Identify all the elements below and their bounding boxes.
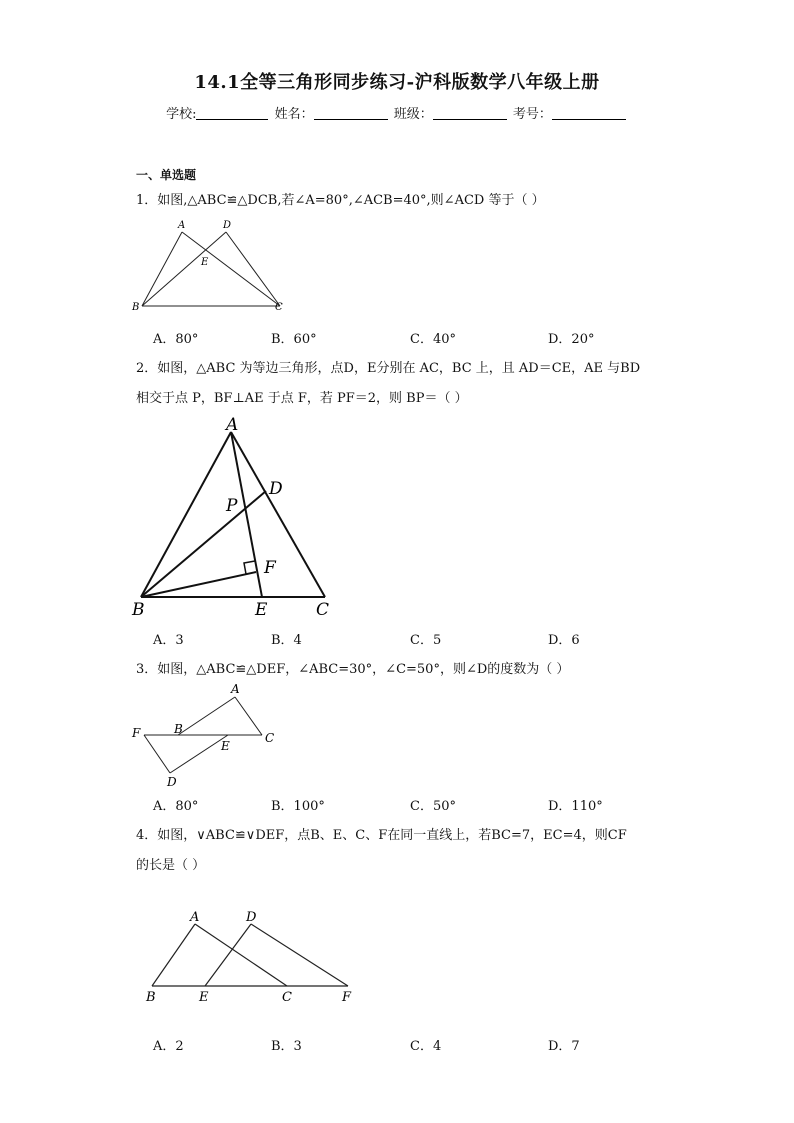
question-1-option-b[interactable]: B．60° <box>271 332 317 347</box>
number-label: 考号： <box>512 107 552 122</box>
q3-label-c: C <box>265 731 275 745</box>
q4-label-e: E <box>199 990 209 1005</box>
q3-label-b: B <box>174 722 183 736</box>
question-1-stem: 1．如图,△ABC≌△DCB,若∠A=80°,∠ACB=40°,则∠ACD 等于（ ） <box>136 193 545 208</box>
class-blank[interactable] <box>433 107 507 120</box>
question-4-option-b[interactable]: B．3 <box>271 1039 302 1054</box>
question-4-option-a[interactable]: A．2 <box>153 1039 184 1054</box>
question-3-option-c[interactable]: C．50° <box>410 799 456 814</box>
name-label: 姓名： <box>274 107 314 122</box>
q2-label-b: B <box>132 600 145 619</box>
name-blank[interactable] <box>314 107 388 120</box>
q3-label-f: F <box>132 726 141 740</box>
question-1-option-c[interactable]: C．40° <box>410 332 456 347</box>
question-4-stem-line-2: 的长是（ ） <box>136 858 206 873</box>
q2-label-e: E <box>255 600 268 619</box>
section-heading: 一、单选题 <box>136 168 197 182</box>
question-3-option-b[interactable]: B．100° <box>271 799 325 814</box>
q2-label-p: P <box>226 496 238 516</box>
question-2-figure <box>128 414 348 619</box>
question-2-option-d[interactable]: D．6 <box>548 633 580 648</box>
question-4-option-c[interactable]: C．4 <box>410 1039 442 1054</box>
q2-label-c: C <box>316 600 330 619</box>
question-3-stem: 3．如图，△ABC≌△DEF，∠ABC=30°，∠C=50°，则∠D的度数为（ ） <box>136 662 570 677</box>
q2-label-f: F <box>264 558 276 578</box>
q3-label-d: D <box>167 775 177 789</box>
q4-label-b: B <box>146 990 156 1005</box>
school-label: 学校: <box>166 107 197 122</box>
q4-label-a: A <box>190 910 200 925</box>
question-2-option-c[interactable]: C．5 <box>410 633 442 648</box>
q4-label-c: C <box>282 990 292 1005</box>
question-4-figure <box>128 900 368 1010</box>
question-4-stem-line-1: 4．如图，∨ABC≌∨DEF，点B、E、C、F在同一直线上，若BC=7，EC=4，则CF <box>136 828 627 843</box>
q3-label-a: A <box>231 682 240 696</box>
q3-label-e: E <box>221 739 230 753</box>
question-3-option-a[interactable]: A．80° <box>153 799 199 814</box>
student-info-line <box>0 103 794 122</box>
q2-label-a: A <box>226 415 239 435</box>
q1-label-a: A <box>178 220 186 231</box>
q1-label-e: E <box>201 257 209 268</box>
question-2-option-a[interactable]: A．3 <box>153 633 184 648</box>
q1-label-c: C <box>275 302 283 313</box>
question-2-stem-line-1: 2．如图，△ABC 为等边三角形，点D，E分别在 AC，BC 上，且 AD＝CE，AE 与BD <box>136 361 641 376</box>
question-3-figure <box>128 682 288 792</box>
school-blank[interactable] <box>196 107 268 120</box>
question-1-figure <box>128 218 298 318</box>
question-4-option-d[interactable]: D．7 <box>548 1039 580 1054</box>
question-1-option-a[interactable]: A．80° <box>153 332 199 347</box>
question-3-option-d[interactable]: D．110° <box>548 799 603 814</box>
q2-label-d: D <box>269 479 283 499</box>
question-2-stem-line-2: 相交于点 P，BF⊥AE 于点 F，若 PF＝2，则 BP＝（ ） <box>136 391 468 406</box>
q4-label-d: D <box>246 910 257 925</box>
class-label: 班级： <box>393 107 433 122</box>
number-blank[interactable] <box>552 107 626 120</box>
question-2-option-b[interactable]: B．4 <box>271 633 302 648</box>
q1-label-d: D <box>223 220 232 231</box>
q4-label-f: F <box>342 990 352 1005</box>
q1-label-b: B <box>132 302 140 313</box>
page-title: 14.1全等三角形同步练习-沪科版数学八年级上册 <box>194 72 600 93</box>
question-1-option-d[interactable]: D．20° <box>548 332 595 347</box>
